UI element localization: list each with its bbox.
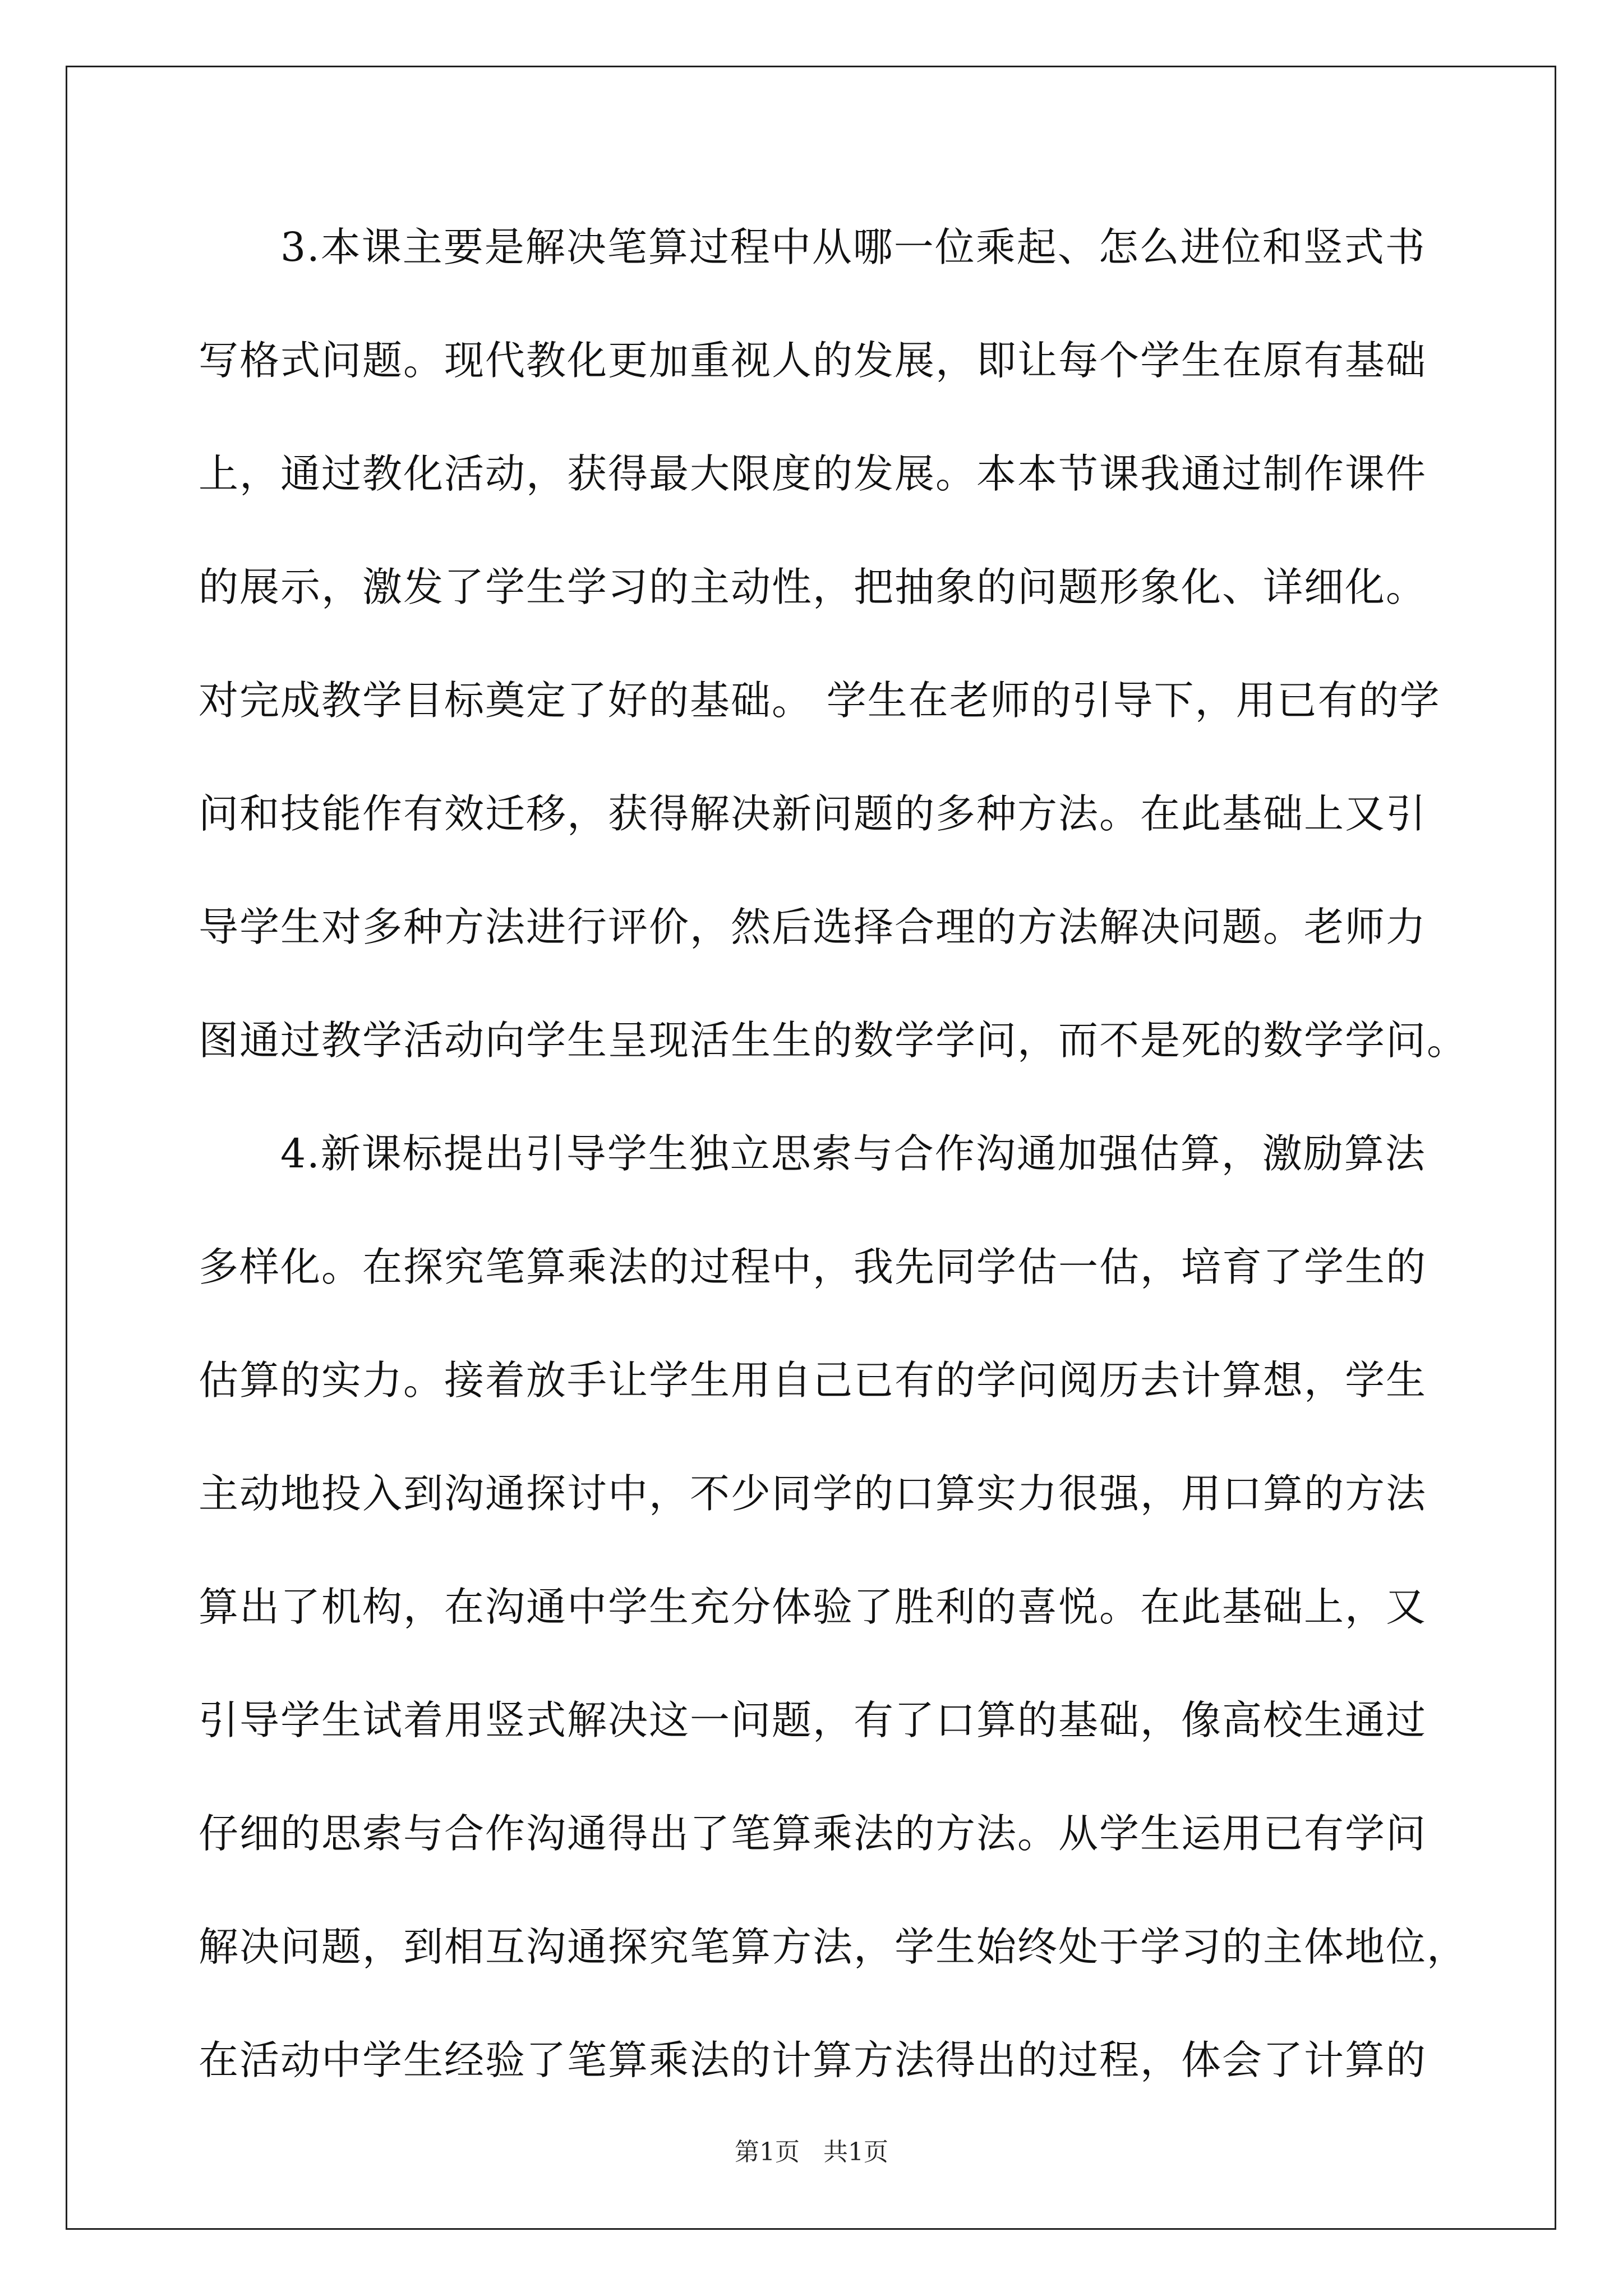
paragraph-3-line-4: 的展示，激发了学生学习的主动性，把抽象的问题形象化、详细化。 xyxy=(199,564,1427,610)
paragraph-4-line-8: 解决问题，到相互沟通探究笔算方法，学生始终处于学习的主体地位， xyxy=(199,1924,1468,1970)
paragraph-3-line-3: 上，通过教化活动，获得最大限度的发展。本本节课我通过制作课件 xyxy=(199,450,1427,497)
paragraph-4-line-9: 在活动中学生经验了笔算乘法的计算方法得出的过程，体会了计算的 xyxy=(199,2037,1427,2083)
paragraph-4-line-3: 估算的实力。接着放手让学生用自己已有的学问阅历去计算想，学生 xyxy=(199,1357,1427,1404)
paragraph-3-line-8: 图通过教学活动向学生呈现活生生的数学学问，而不是死的数学学问。 xyxy=(199,1017,1468,1064)
paragraph-4-line-6: 引导学生试着用竖式解决这一问题，有了口算的基础，像高校生通过 xyxy=(199,1697,1427,1743)
paragraph-3-line-7: 导学生对多种方法进行评价，然后选择合理的方法解决问题。老师力 xyxy=(199,904,1427,950)
paragraph-4-line-1: 4.新课标提出引导学生独立思索与合作沟通加强估算，激励算法 xyxy=(280,1130,1426,1177)
paragraph-4-line-2: 多样化。在探究笔算乘法的过程中，我先同学估一估，培育了学生的 xyxy=(199,1244,1427,1290)
paragraph-4-line-7: 仔细的思索与合作沟通得出了笔算乘法的方法。从学生运用已有学问 xyxy=(199,1810,1427,1857)
paragraph-3-line-5: 对完成教学目标奠定了好的基础。 学生在老师的引导下，用已有的学 xyxy=(199,677,1441,724)
page-footer xyxy=(0,2132,1623,2168)
paragraph-3-line-1: 3.本课主要是解决笔算过程中从哪一位乘起、怎么进位和竖式书 xyxy=(280,224,1426,270)
paragraph-4-line-4: 主动地投入到沟通探讨中，不少同学的口算实力很强，用口算的方法 xyxy=(199,1470,1427,1517)
paragraph-4-line-5: 算出了机构，在沟通中学生充分体验了胜利的喜悦。在此基础上，又 xyxy=(199,1584,1427,1630)
page-total: 共1页 xyxy=(823,2138,888,2166)
paragraph-3-line-2: 写格式问题。现代教化更加重视人的发展，即让每个学生在原有基础 xyxy=(199,337,1427,384)
document-body xyxy=(199,217,1468,2143)
page-number: 第1页 xyxy=(735,2138,800,2166)
paragraph-3-line-6: 问和技能作有效迁移，获得解决新问题的多种方法。在此基础上又引 xyxy=(199,790,1427,837)
